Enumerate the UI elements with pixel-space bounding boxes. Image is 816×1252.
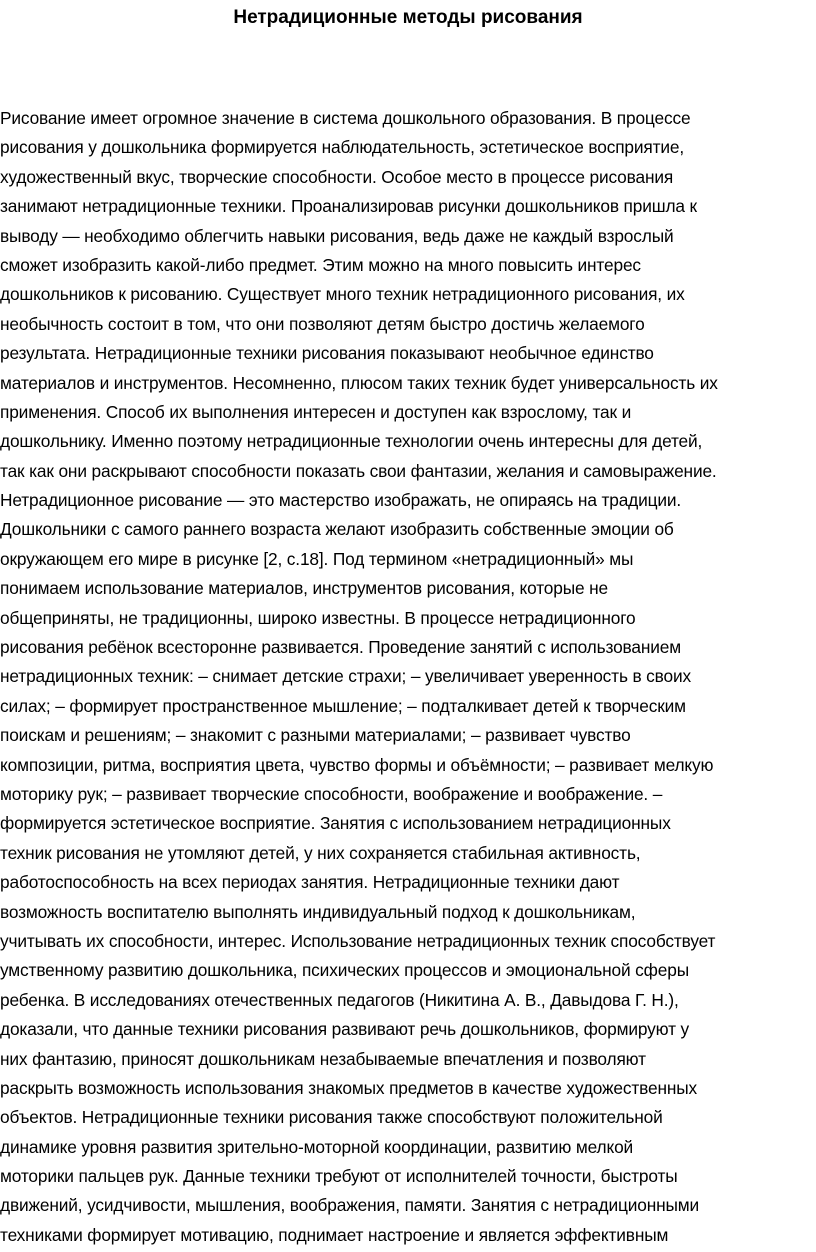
body-paragraph xyxy=(0,104,816,1250)
text-line: дошкольнику. Именно поэтому нетрадиционные технологии очень интересны для детей, xyxy=(0,431,703,452)
text-line: рисования у дошкольника формируется наблюдательность, эстетическое восприятие, xyxy=(0,137,685,158)
text-line: движений, усидчивости, мышления, воображения, памяти. Занятия с нетрадиционными xyxy=(0,1195,700,1216)
text-line: доказали, что данные техники рисования развивают речь дошкольников, формируют у xyxy=(0,1019,690,1040)
text-line: силах; – формирует пространственное мышление; – подталкивает детей к творческим xyxy=(0,695,686,716)
text-line: моторику рук; – развивает творческие способности, воображение и воображение. – xyxy=(0,783,663,804)
text-line: понимаем использование материалов, инструментов рисования, которые не xyxy=(0,578,609,599)
text-line: возможность воспитателю выполнять индивидуальный подход к дошкольникам, xyxy=(0,901,636,922)
text-line: объектов. Нетрадиционные техники рисования также способствуют положительной xyxy=(0,1107,663,1128)
text-line: художественный вкус, творческие способности. Особое место в процессе рисования xyxy=(0,166,674,187)
text-line: занимают нетрадиционные техники. Проанализировав рисунки дошкольников пришла к xyxy=(0,196,697,217)
text-line: композиции, ритма, восприятия цвета, чувство формы и объёмности; – развивает мелкую xyxy=(0,754,714,775)
text-line: применения. Способ их выполнения интересен и доступен как взрослому, так и xyxy=(0,401,632,422)
text-line: Рисование имеет огромное значение в система дошкольного образования. В процессе xyxy=(0,108,691,128)
text-line: умственному развитию дошкольника, психических процессов и эмоциональной сферы xyxy=(0,960,689,981)
text-line: необычность состоит в том, что они позволяют детям быстро достичь желаемого xyxy=(0,313,645,334)
text-line: поискам и решениям; – знакомит с разными материалами; – развивает чувство xyxy=(0,725,631,746)
text-line: Дошкольники с самого раннего возраста желают изобразить собственные эмоции об xyxy=(0,519,674,540)
text-line: моторики пальцев рук. Данные техники требуют от исполнителей точности, быстроты xyxy=(0,1166,678,1187)
text-line: них фантазию, приносят дошкольникам незабываемые впечатления и позволяют xyxy=(0,1048,646,1069)
text-line: ребенка. В исследованиях отечественных педагогов (Никитина А. В., Давыдова Г. Н.), xyxy=(0,989,679,1010)
text-line: работоспособность на всех периодах занятия. Нетрадиционные техники дают xyxy=(0,872,620,893)
text-line: дошкольников к рисованию. Существует много техник нетрадиционного рисования, их xyxy=(0,284,685,305)
text-line: так как они раскрывают способности показать свои фантазии, желания и самовыражение. xyxy=(0,460,717,481)
text-line: динамике уровня развития зрительно-моторной координации, развитию мелкой xyxy=(0,1136,634,1157)
text-line: техник рисования не утомляют детей, у них сохраняется стабильная активность, xyxy=(0,842,641,863)
text-line: материалов и инструментов. Несомненно, плюсом таких техник будет универсальность их xyxy=(0,372,718,393)
text-line: учитывать их способности, интерес. Использование нетрадиционных техник способствует xyxy=(0,930,716,951)
text-line: общеприняты, не традиционны, широко известны. В процессе нетрадиционного xyxy=(0,607,636,628)
text-line: выводу — необходимо облегчить навыки рисования, ведь даже не каждый взрослый xyxy=(0,225,674,246)
text-line: Нетрадиционное рисование — это мастерство изображать, не опираясь на традиции. xyxy=(0,490,682,511)
text-line: техниками формирует мотивацию, поднимает настроение и является эффективным xyxy=(0,1224,669,1245)
text-line: раскрыть возможность использования знакомых предметов в качестве художественных xyxy=(0,1077,698,1098)
text-line: окружающем его мире в рисунке [2, с.18]. Под термином «нетрадиционный» мы xyxy=(0,548,634,569)
document-title: Нетрадиционные методы рисования xyxy=(233,7,583,28)
text-line: результата. Нетрадиционные техники рисования показывают необычное единство xyxy=(0,343,654,364)
text-line: нетрадиционных техник: – снимает детские страхи; – увеличивает уверенность в своих xyxy=(0,666,691,687)
text-line: сможет изобразить какой-либо предмет. Этим можно на много повысить интерес xyxy=(0,254,641,275)
text-line: формируется эстетическое восприятие. Занятия с использованием нетрадиционных xyxy=(0,813,671,834)
text-line: рисования ребёнок всесторонне развивается. Проведение занятий с использованием xyxy=(0,637,681,658)
